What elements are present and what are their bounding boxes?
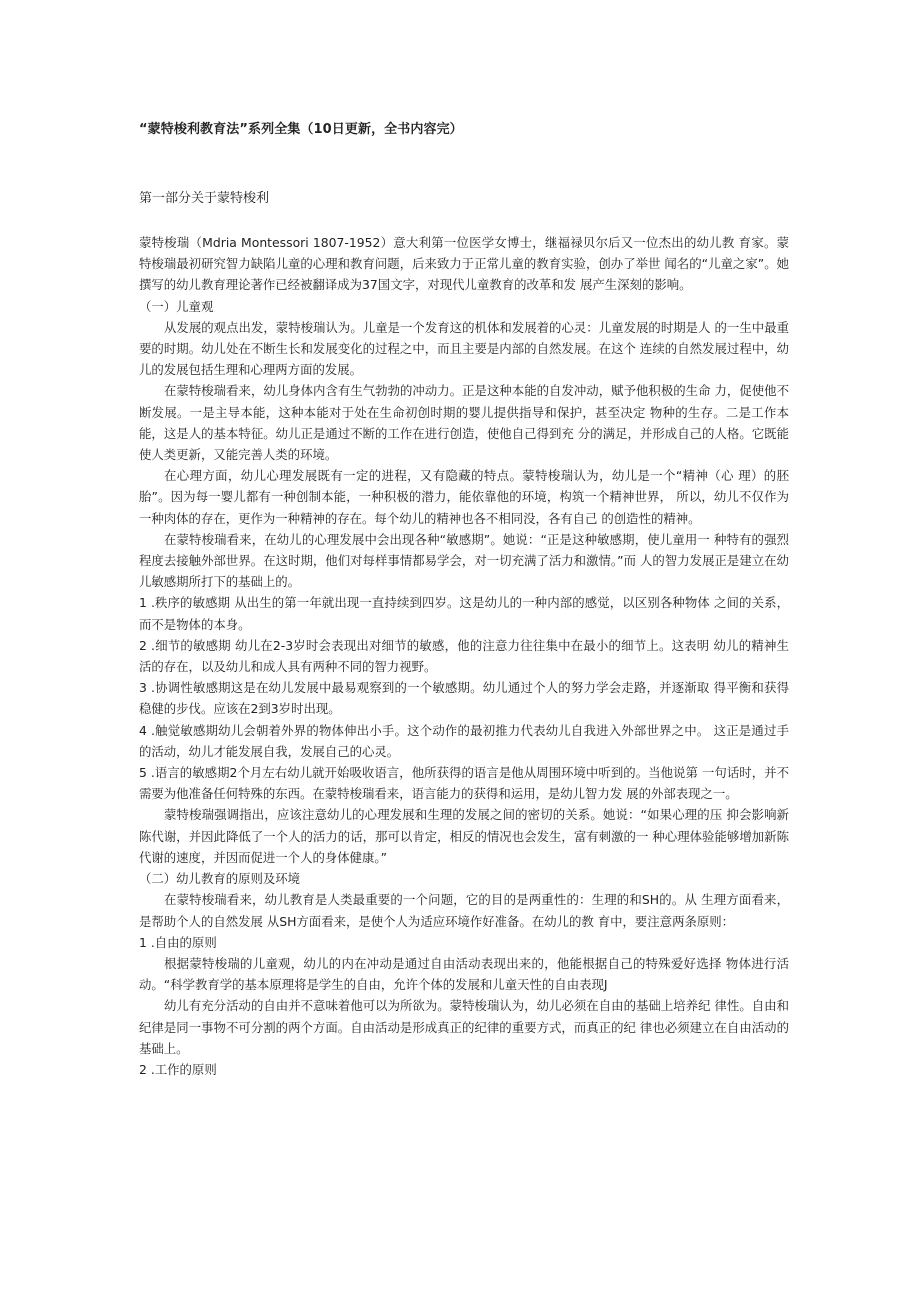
- document-body: [139, 232, 789, 1080]
- numbered-item: 3 .协调性敏感期这是在幼儿发展中最易观察到的一个敏感期。幼儿通过个人的努力学会走路，并逐渐取 得平衡和获得稳健的步伐。应该在2到3岁时出现。: [139, 680, 789, 717]
- section-heading-principles: （二）幼儿教育的原则及环境: [139, 871, 301, 887]
- paragraph: 在心理方面，幼儿心理发展既有一定的进程，又有隐藏的特点。蒙特梭瑞认为，幼儿是一个“精神（心 理）的胚胎”。因为每一婴儿都有一种创制本能，一种积极的潜力，能依靠他的环境，构筑一个精神世界， 所以，幼儿不仅作为一种肉体的存在，更作为一种精神的存在。每个幼儿的精神也各不相同没，各有自己 的创造性的精神。: [139, 468, 789, 526]
- section-heading-child-view: （一）儿童观: [139, 298, 214, 314]
- paragraph: 在蒙特梭瑞看来，幼儿身体内含有生气勃勃的冲动力。正是这种本能的自发冲动，赋予他积极的生命 力，促使他不断发展。一是主导本能，这种本能对于处在生命初创时期的婴儿提供指导和保护，甚至决定 物种的生存。二是工作本能，这是人的基本特征。幼儿正是通过不断的工作在进行创造，使他自己得到充 分的满足，并形成自己的人格。它既能使人类更新，又能完善人类的环境。: [139, 383, 789, 463]
- paragraph: 从发展的观点出发，蒙特梭瑞认为。儿童是一个发育这的机体和发展着的心灵：儿童发展的时期是人 的一生中最重要的时期。幼儿处在不断生长和发展变化的过程之中，而且主要是内部的自然发展。在这个 连续的自然发展过程中，幼儿的发展包括生理和心理两方面的发展。: [139, 319, 789, 378]
- numbered-item: 5 .语言的敏感期2个月左右幼儿就开始吸收语言，他所获得的语言是他从周围环境中听到的。当他说第 一句话时，并不需要为他准备任何特殊的东西。在蒙特梭瑞看来，语言能力的获得和运用，是幼儿智力发 展的外部表现之一。: [139, 765, 789, 802]
- numbered-item: 4 .触觉敏感期幼儿会朝着外界的物体伸出小手。这个动作的最初推力代表幼儿自我进入外部世界之中。 这正是通过手的活动，幼儿才能发展自我，发展自己的心灵。: [139, 722, 789, 759]
- paragraph: 在蒙特梭瑞看来，幼儿教育是人类最重要的一个问题，它的目的是两重性的：生理的和SH的。从 生理方面看来，是帮助个人的自然发展 从SH方面看来，是使个人为适应环境作好准备。在幼儿的教 育中，要注意两条原则：: [139, 892, 789, 929]
- paragraph: 蒙特梭瑞强调指出，应该注意幼儿的心理发展和生理的发展之间的密切的关系。她说：“如果心理的压 抑会影响新陈代谢，并因此降低了一个人的活力的话，那可以肯定，相反的情况也会发生，富有刺激的一 种心理体验能够增加新陈代谢的速度，并因而促进一个人的身体健康。”: [139, 807, 789, 865]
- document-title: “蒙特梭利教育法”系列全集（10日更新，全书内容完）: [139, 122, 463, 137]
- paragraph: 在蒙特梭瑞看来，在幼儿的心理发展中会出现各种“敏感期”。她说：“正是这种敏感期，使儿童用一 种特有的强烈程度去接触外部世界。在这时期，他们对每样事情都易学会，对一切充满了活力和激情。”而 人的智力发展正是建立在幼儿敏感期所打下的基础上的。: [139, 531, 789, 590]
- numbered-item: 1 .自由的原则: [139, 934, 217, 950]
- numbered-item: 1 .秩序的敏感期 从出生的第一年就出现一直持续到四岁。这是幼儿的一种内部的感觉，以区别各种物体 之间的关系，而不是物体的本身。: [139, 595, 789, 632]
- numbered-item: 2 .工作的原则: [139, 1061, 217, 1077]
- paragraph: 幼儿有充分活动的自由并不意味着他可以为所欲为。蒙特梭瑞认为，幼儿必须在自由的基础上培养纪 律性。自由和纪律是同一事物不可分割的两个方面。自由活动是形成真正的纪律的重要方式，而真正的纪 律也必须建立在自由活动的基础上。: [139, 998, 789, 1056]
- paragraph: 根据蒙特梭瑞的儿童观，幼儿的内在冲动是通过自由活动表现出来的，他能根据自己的特殊爱好选择 物体进行活动。“科学教育学的基本原理将是学生的自由，允许个体的发展和儿童天性的自由表现J: [139, 955, 789, 993]
- intro-paragraph: 蒙特梭瑞（Mdria Montessori 1807-1952）意大利第一位医学女博士，继福禄贝尔后又一位杰出的幼儿教 育家。蒙特梭瑞最初研究智力缺陷儿童的心理和教育问题，后来致力于正常儿童的教育实验，创办了举世 闻名的“儿童之家”。她撰写的幼儿教育理论著作已经被翻译成为37国文字，对现代儿童教育的改革和发 展产生深刻的影响。: [139, 235, 789, 293]
- part-heading: 第一部分关于蒙特梭利: [139, 191, 270, 206]
- numbered-item: 2 .细节的敏感期 幼儿在2-3岁时会表现出对细节的敏感，他的注意力往往集中在最小的细节上。这表明 幼儿的精神生活的存在，以及幼儿和成人具有两种不同的智力视野。: [139, 637, 789, 675]
